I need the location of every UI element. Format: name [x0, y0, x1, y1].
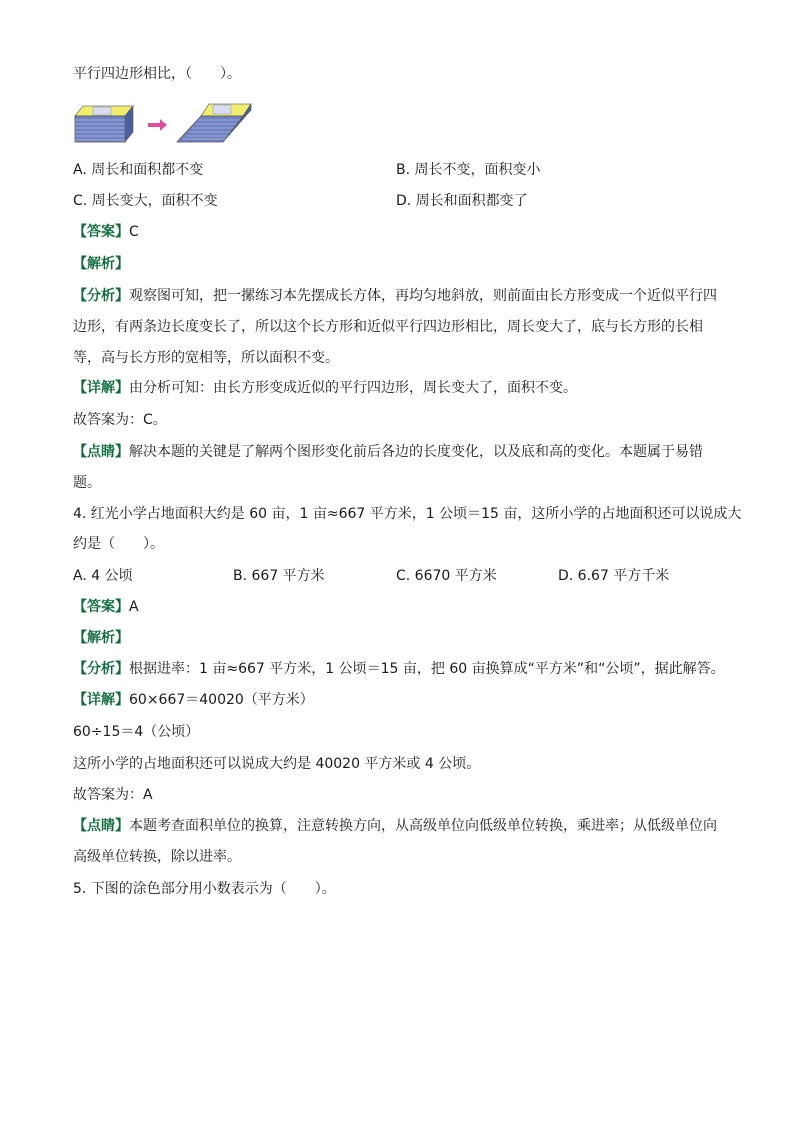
- q4-xiangjie-line-1: [73, 690, 733, 710]
- answer-value: A: [129, 599, 139, 615]
- q3-option-a: A. 周长和面积都不变: [73, 162, 204, 178]
- dianjing-tag: 【点睛】: [73, 444, 129, 460]
- q3-analysis-header: [73, 254, 733, 274]
- dianjing-text: 解决本题的关键是了解两个图形变化前后各边的长度变化，以及底和高的变化。本题属于易错: [129, 444, 703, 460]
- answer-value: C: [129, 224, 139, 240]
- q3-dianjing-line-1: [73, 442, 733, 462]
- q4-xiangjie-line-2: 60÷15＝4（公顷）: [73, 724, 200, 740]
- fenxi-text: 观察图可知，把一摞练习本先摆成长方体，再均匀地斜放，则前面由长方形变成一个近似平行四: [129, 288, 717, 304]
- q3-xiangjie: [73, 378, 733, 398]
- q3-stem: [73, 64, 733, 84]
- q3-figure: [73, 100, 253, 148]
- q4-analysis-header: [73, 628, 733, 648]
- xiangjie-text: 由分析可知：由长方形变成近似的平行四边形，周长变大了，面积不变。: [129, 380, 577, 396]
- fenxi-tag: 【分析】: [73, 661, 129, 677]
- q4-fenxi: [73, 659, 733, 679]
- q3-option-c: C. 周长变大，面积不变: [73, 193, 218, 209]
- xiangjie-tag: 【详解】: [73, 692, 129, 708]
- q3-option-b: B. 周长不变，面积变小: [396, 162, 541, 178]
- q4-stem-line-2: 约是（ ）。: [73, 536, 164, 552]
- q4-dianjing-line-2: 高级单位转换，除以进率。: [73, 849, 241, 865]
- q3-conclusion: 故答案为：C。: [73, 412, 167, 428]
- q4-conclusion: 故答案为：A: [73, 787, 153, 803]
- arrow-right-icon: [148, 119, 167, 131]
- analysis-tag: 【解析】: [73, 256, 129, 272]
- q4-option-a: A. 4 公顷: [73, 568, 133, 584]
- q5-stem: 5. 下图的涂色部分用小数表示为（ ）。: [73, 881, 336, 897]
- dianjing-text: 本题考查面积单位的换算，注意转换方向，从高级单位向低级单位转换，乘进率；从低级单位向: [129, 818, 717, 834]
- fenxi-tag: 【分析】: [73, 288, 129, 304]
- q3-fenxi-line-1: [73, 286, 733, 306]
- q4-option-c: C. 6670 平方米: [396, 568, 497, 584]
- q4-option-b: B. 667 平方米: [233, 568, 325, 584]
- q3-option-d: D. 周长和面积都变了: [396, 193, 528, 209]
- answer-tag: 【答案】: [73, 599, 129, 615]
- dianjing-tag: 【点睛】: [73, 818, 129, 834]
- q3-dianjing-line-2: 题。: [73, 475, 101, 491]
- analysis-tag: 【解析】: [73, 630, 129, 646]
- q3-fenxi-line-2: 边形，有两条边长度变长了，所以这个长方形和近似平行四边形相比，周长变大了，底与长方形的长相: [73, 319, 703, 335]
- answer-tag: 【答案】: [73, 224, 129, 240]
- q3-stem-text: 平行四边形相比，（ ）。: [73, 66, 241, 82]
- q4-answer: [73, 597, 733, 617]
- q4-option-d: D. 6.67 平方千米: [558, 568, 670, 584]
- q3-answer: [73, 222, 733, 242]
- stacked-books-slanted-icon: [177, 104, 251, 142]
- xiangjie-tag: 【详解】: [73, 380, 129, 396]
- q3-fenxi-line-3: 等，高与长方形的宽相等，所以面积不变。: [73, 350, 339, 366]
- xiangjie-text: 60×667＝40020（平方米）: [129, 692, 314, 708]
- q4-dianjing-line-1: [73, 816, 733, 836]
- fenxi-text: 根据进率：1 亩≈667 平方米，1 公顷＝15 亩，把 60 亩换算成“平方米”和“公顷”，据此解答。: [129, 661, 725, 677]
- stacked-books-cuboid-icon: [75, 106, 133, 142]
- q4-stem-line-1: 4. 红光小学占地面积大约是 60 亩，1 亩≈667 平方米，1 公顷＝15 亩，这所小学的占地面积还可以说成大: [73, 506, 742, 522]
- q4-xiangjie-line-3: 这所小学的占地面积还可以说成大约是 40020 平方米或 4 公顷。: [73, 756, 481, 772]
